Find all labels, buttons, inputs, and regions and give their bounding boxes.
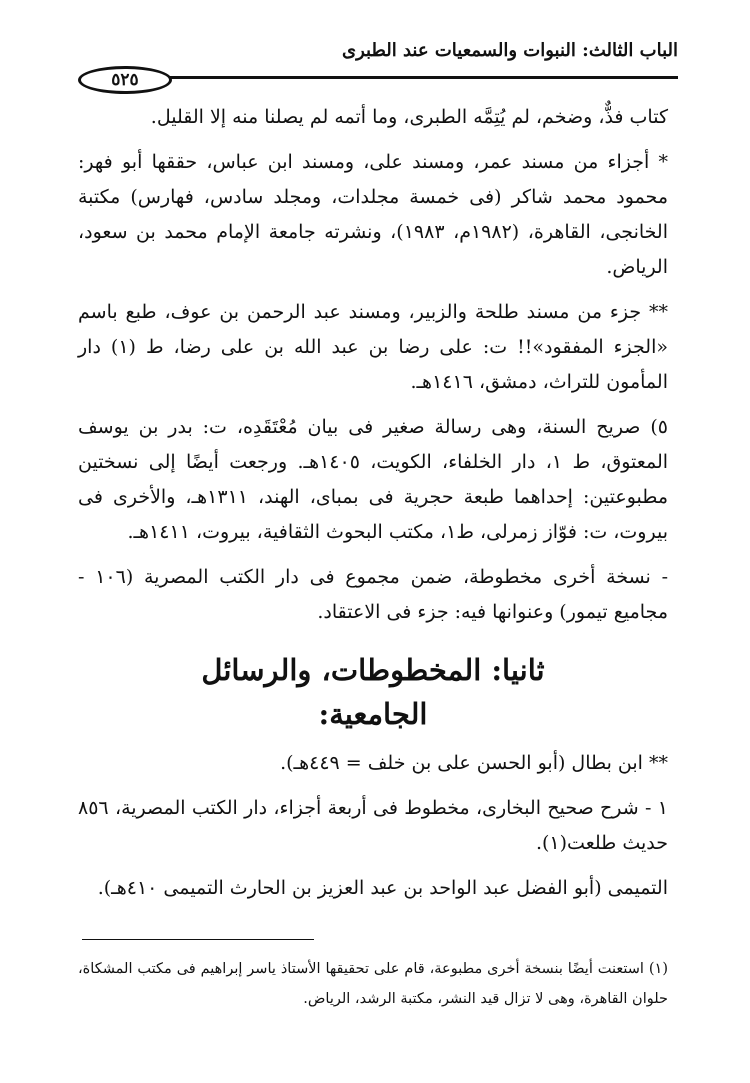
- body-text: [78, 100, 668, 916]
- paragraph: * أجزاء من مسند عمر، ومسند على، ومسند ابن عباس، حققها أبو فهر: محمود محمد شاكر (فى خمسة مجلدات، ومجلد سادس، فهارس) مكتبة الخانجى، القاهرة، (١٩٨٢م، ١٩٨٣)، ونشرته جامعة الإمام محمد بن سعود، الرياض.: [78, 151, 668, 278]
- paragraph: كتاب فذٌّ، وضخم، لم يُتِمَّه الطبرى، وما أتمه لم يصلنا منه إلا القليل.: [150, 106, 668, 128]
- paragraph: ١ - شرح صحيح البخارى، مخطوط فى أربعة أجزاء، دار الكتب المصرية، ٨٥٦ حديث طلعت(١).: [78, 797, 668, 854]
- footnote-separator: [82, 939, 314, 940]
- footnotes: [78, 954, 668, 1014]
- paragraph: التميمى (أبو الفضل عبد الواحد بن عبد العزيز بن الحارث التميمى ٤١٠هـ).: [97, 877, 668, 899]
- section-heading-line2: الجامعية:: [318, 697, 428, 731]
- paragraph: ** جزء من مسند طلحة والزبير، ومسند عبد الرحمن بن عوف، طبع باسم «الجزء المفقود»!! ت: على رضا بن عبد الله بن على رضا، ط (١) دار المأمون للتراث، دمشق، ١٤١٦هـ.: [78, 301, 668, 393]
- running-title: الباب الثالث: النبوات والسمعيات عند الطبرى: [342, 40, 678, 61]
- paragraph: - نسخة أخرى مخطوطة، ضمن مجموع فى دار الكتب المصرية (١٠٦ - مجاميع تيمور) وعنوانها فيه: جزء فى الاعتقاد.: [78, 566, 668, 623]
- paragraph: ٥) صريح السنة، وهى رسالة صغير فى بيان مُعْتَقَدِه، ت: بدر بن يوسف المعتوق، ط ١، دار الخلفاء، الكويت، ١٤٠٥هـ. ورجعت أيضًا إلى نسختين مطبوعتين: إحداهما طبعة حجرية فى بمباى، الهند، ١٣١١هـ، والأخرى فى بيروت، ت: فوّاز زمرلى، ط١، مكتب البحوث الثقافية، بيروت، ١٤١١هـ.: [78, 416, 669, 543]
- footnote: (١) استعنت أيضًا بنسخة أخرى مطبوعة، قام على تحقيقها الأستاذ ياسر إبراهيم فى مكتب المشكاة، حلوان القاهرة، وهى لا تزال قيد النشر، مكتبة الرشد، الرياض.: [78, 961, 668, 1007]
- section-heading: [78, 648, 668, 736]
- section-heading-line1: ثانيا: المخطوطات، والرسائل: [201, 653, 545, 687]
- page-number: ٥٢٥: [78, 66, 172, 94]
- paragraph: ** ابن بطال (أبو الحسن على بن خلف = ٤٤٩هـ).: [280, 752, 668, 774]
- header-rule: [78, 66, 678, 90]
- header-rule-line: [168, 76, 678, 79]
